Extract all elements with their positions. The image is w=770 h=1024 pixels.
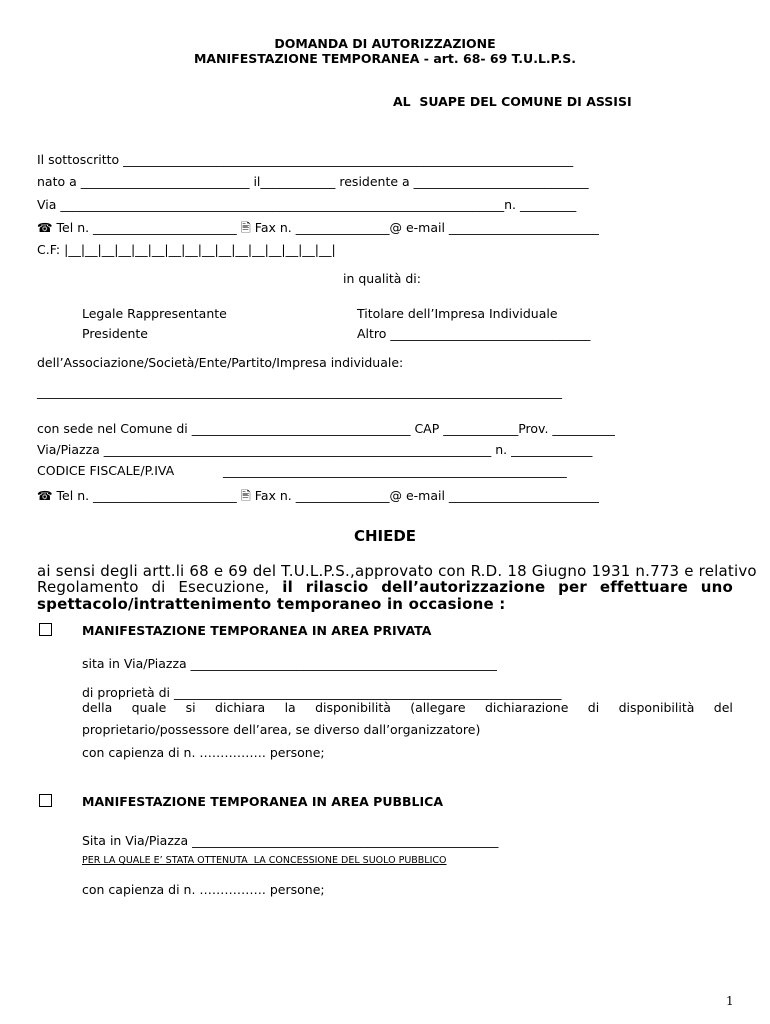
codice-fiscale-boxes[interactable]: C.F: |__|__|__|__|__|__|__|__|__|__|__|__|__|__|__|__| [37,242,336,257]
organization-label: dell’Associazione/Società/Ente/Partito/Impresa individuale: [37,355,404,370]
request-line-1: ai sensi degli artt.li 68 e 69 del T.U.L.P.S.,approvato con R.D. 18 Giugno 1931 n.773 e relativo [37,562,757,580]
organization-cf-label: CODICE FISCALE/P.IVA [37,463,175,478]
request-word: di [151,578,166,596]
availability-word: si [185,700,196,715]
request-word: per [558,578,588,596]
organization-contact-field[interactable]: ☎ Tel n. _______________________ 🖹 Fax n. _______________@ e-mail ________________________ [37,488,599,503]
availability-word: della [82,700,113,715]
private-area-checkbox[interactable] [39,623,52,636]
request-word: rilascio [305,578,369,596]
request-line-3: spettacolo/intrattenimento temporaneo in occasione : [37,595,506,613]
request-word: Esecuzione, [178,578,270,596]
availability-word: la [284,700,296,715]
organization-cf-field[interactable]: _______________________________________________________ [223,463,567,478]
public-area-capacity-field[interactable]: con capienza di n. ……………. persone; [82,882,325,897]
organization-seat-field[interactable]: con sede nel Comune di ___________________________________ CAP ____________Prov. __________ [37,421,615,436]
private-area-owner-field[interactable]: di proprietà di ______________________________________________________________ [82,685,562,700]
private-area-street-field[interactable]: sita in Via/Piazza _________________________________________________ [82,656,497,671]
request-word: dell’autorizzazione [381,578,546,596]
availability-line [82,700,733,715]
availability-word: dichiarazione [484,700,569,715]
availability-word: (allegare [410,700,466,715]
in-qualita-label: in qualità di: [343,271,421,286]
public-area-street-field[interactable]: Sita in Via/Piazza _________________________________________________ [82,833,499,848]
concession-note: PER LA QUALE E’ STATA OTTENUTA LA CONCESSIONE DEL SUOLO PUBBLICO [82,855,447,866]
role-titolare[interactable]: Titolare dell’Impresa Individuale [357,306,558,321]
chiede-heading: CHIEDE [353,527,417,545]
request-line-2 [37,578,733,596]
form-title: DOMANDA DI AUTORIZZAZIONE [274,36,496,51]
possessore-note: proprietario/possessore dell’area, se diverso dall’organizzatore) [82,722,481,737]
availability-word: di [587,700,600,715]
request-word: uno [700,578,733,596]
contact-field[interactable]: ☎ Tel n. _______________________ 🖹 Fax n. _______________@ e-mail ________________________ [37,220,599,235]
private-area-title: MANIFESTAZIONE TEMPORANEA IN AREA PRIVATA [82,623,432,638]
role-legale-rappresentante[interactable]: Legale Rappresentante [82,306,227,321]
form-subtitle: MANIFESTAZIONE TEMPORANEA - art. 68- 69 T.U.L.P.S. [193,51,577,66]
request-word: effettuare [599,578,688,596]
role-altro[interactable]: Altro ________________________________ [357,326,591,341]
availability-word: disponibilità [618,700,695,715]
public-area-checkbox[interactable] [39,794,52,807]
organization-name-field[interactable]: ____________________________________________________________________________________ [37,384,562,399]
availability-word: dichiara [215,700,266,715]
organization-street-field[interactable]: Via/Piazza ______________________________________________________________ n. _____________ [37,442,593,457]
availability-word: disponibilità [315,700,391,715]
role-presidente[interactable]: Presidente [82,326,148,341]
request-word: il [282,578,293,596]
private-area-capacity-field[interactable]: con capienza di n. ……………. persone; [82,745,325,760]
public-area-title: MANIFESTAZIONE TEMPORANEA IN AREA PUBBLICA [82,794,444,809]
street-field[interactable]: Via _______________________________________________________________________n. _________ [37,197,577,212]
sottoscritto-field[interactable]: Il sottoscritto ________________________________________________________________________ [37,152,574,167]
birth-residence-field[interactable]: nato a ___________________________ il____________ residente a ____________________________ [37,174,589,189]
availability-word: del [713,700,733,715]
page-number: 1 [726,994,734,1008]
availability-word: quale [131,700,167,715]
addressee: AL SUAPE DEL COMUNE DI ASSISI [393,94,632,109]
request-word: Regolamento [37,578,139,596]
